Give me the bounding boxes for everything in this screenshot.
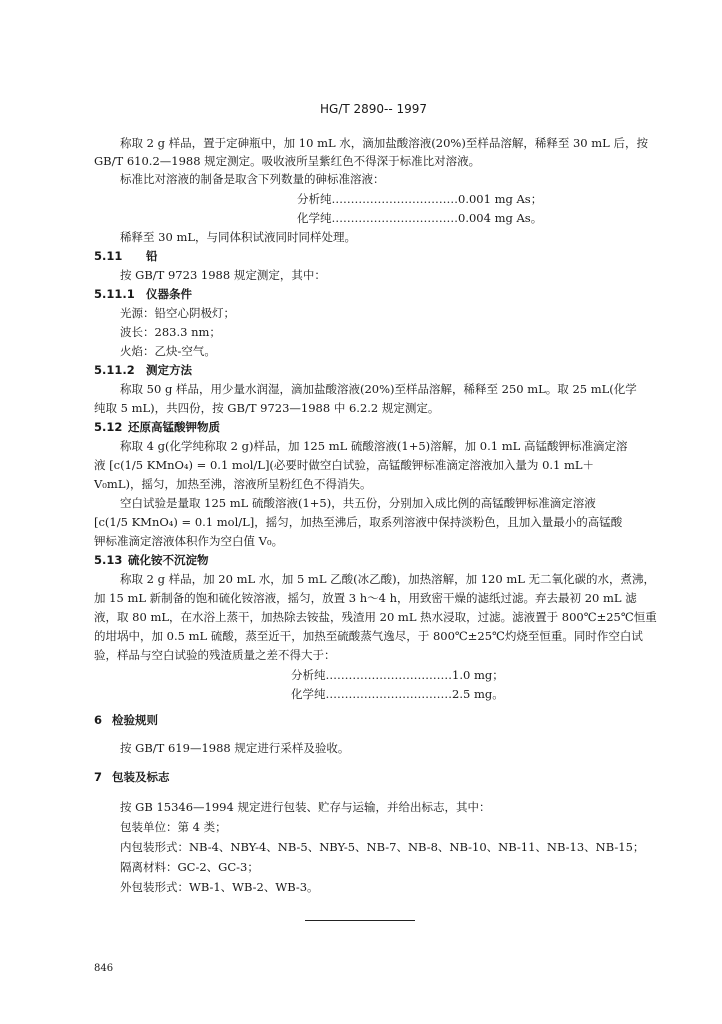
body-line: [c(1/5 KMnO₄) = 0.1 mol/L]，摇匀，加热至沸后，取系列溶液中保持淡粉色，且加入量最小的高锰酸	[94, 515, 623, 529]
body-line: 分析纯……………………………1.0 mg；	[291, 668, 504, 682]
section-number: 5.11.1	[94, 287, 135, 301]
page-number: 846	[94, 963, 114, 974]
body-line: 空白试验是量取 125 mL 硫酸溶液(1+5)，共五份，分别加入成比例的高锰酸钾标准滴定溶液	[120, 496, 596, 510]
body-line: 钾标准滴定溶液体积作为空白值 V₀。	[94, 534, 284, 548]
end-rule	[305, 920, 415, 921]
body-line: 外包装形式：WB-1、WB-2、WB-3。	[120, 880, 319, 894]
body-line: 称取 50 g 样品，用少量水润湿，滴加盐酸溶液(20%)至样品溶解，稀释至 250 mL。取 25 mL(化学	[120, 382, 637, 396]
body-line: 稀释至 30 mL，与同体积试液同时同样处理。	[120, 230, 356, 244]
section-title: 检验规则	[112, 713, 158, 727]
body-line: 液，取 80 mL，在水浴上蒸干，加热除去铵盐，残渣用 20 mL 热水浸取，过滤。滤液置于 800℃±25℃恒重	[94, 610, 657, 624]
header-standard-code: HG/T 2890-- 1997	[320, 102, 428, 116]
section-title: 硫化铵不沉淀物	[128, 553, 209, 567]
section-number: 5.11.2	[94, 363, 135, 377]
body-line: 标准比对溶液的制备是取含下列数量的砷标准溶液：	[120, 172, 385, 186]
section-title: 包装及标志	[112, 770, 170, 784]
body-line: 加 15 mL 新制备的饱和硫化铵溶液，摇匀，放置 3 h～4 h，用致密干燥的滤纸过滤。弃去最初 20 mL 滤	[94, 591, 637, 605]
body-line: 的坩埚中，加 0.5 mL 硫酸，蒸至近干，加热至硫酸蒸气逸尽，于 800℃±25℃灼烧至恒重。同时作空白试	[94, 629, 643, 643]
section-number: 7	[94, 770, 103, 784]
body-line: 波长：283.3 nm；	[120, 325, 221, 339]
body-line: 称取 2 g 样品，加 20 mL 水，加 5 mL 乙酸(冰乙酸)，加热溶解，加 120 mL 无二氧化碳的水，煮沸，	[120, 572, 656, 586]
body-line: 称取 4 g(化学纯称取 2 g)样品，加 125 mL 硫酸溶液(1+5)溶解，加 0.1 mL 高锰酸钾标准滴定溶	[120, 439, 628, 453]
body-line: 化学纯……………………………0.004 mg As。	[297, 211, 543, 225]
section-number: 6	[94, 713, 103, 727]
body-line: 称取 2 g 样品，置于定砷瓶中，加 10 mL 水，滴加盐酸溶液(20%)至样品溶解，稀释至 30 mL 后，按	[120, 136, 648, 150]
section-title: 仪器条件	[146, 287, 192, 301]
body-line: V₀mL)，摇匀，加热至沸，溶液所呈粉红色不得消失。	[94, 477, 372, 491]
body-line: 按 GB/T 619—1988 规定进行采样及验收。	[120, 741, 350, 755]
body-line: GB/T 610.2—1988 规定测定。吸收液所呈紫红色不得深于标准比对溶液。	[94, 154, 481, 168]
body-line: 按 GB 15346—1994 规定进行包装、贮存与运输，并给出标志，其中：	[120, 800, 491, 814]
section-title: 铅	[146, 249, 158, 263]
section-title: 测定方法	[146, 363, 192, 377]
body-line: 包装单位：第 4 类；	[120, 820, 227, 834]
body-line: 内包装形式：NB-4、NBY-4、NB-5、NBY-5、NB-7、NB-8、NB-10、NB-11、NB-13、NB-15；	[120, 840, 645, 854]
body-line: 隔离材料：GC-2、GC-3；	[120, 860, 259, 874]
body-line: 化学纯……………………………2.5 mg。	[291, 687, 504, 701]
section-number: 5.12	[94, 420, 123, 434]
body-line: 分析纯……………………………0.001 mg As；	[297, 192, 543, 206]
section-number: 5.13	[94, 553, 123, 567]
body-line: 液 [c(1/5 KMnO₄) = 0.1 mol/L](必要时做空白试验，高锰酸钾标准滴定溶液加入量为 0.1 mL＋	[94, 458, 595, 472]
body-line: 火焰：乙炔-空气。	[120, 344, 216, 358]
body-line: 按 GB/T 9723 1988 规定测定，其中：	[120, 268, 326, 282]
section-number: 5.11	[94, 249, 123, 263]
body-line: 验，样品与空白试验的残渣质量之差不得大于：	[94, 648, 336, 662]
body-line: 纯取 5 mL)，共四份，按 GB/T 9723—1988 中 6.2.2 规定测定。	[94, 401, 440, 415]
body-line: 光源：铅空心阴极灯；	[120, 306, 235, 320]
section-title: 还原高锰酸钾物质	[128, 420, 220, 434]
